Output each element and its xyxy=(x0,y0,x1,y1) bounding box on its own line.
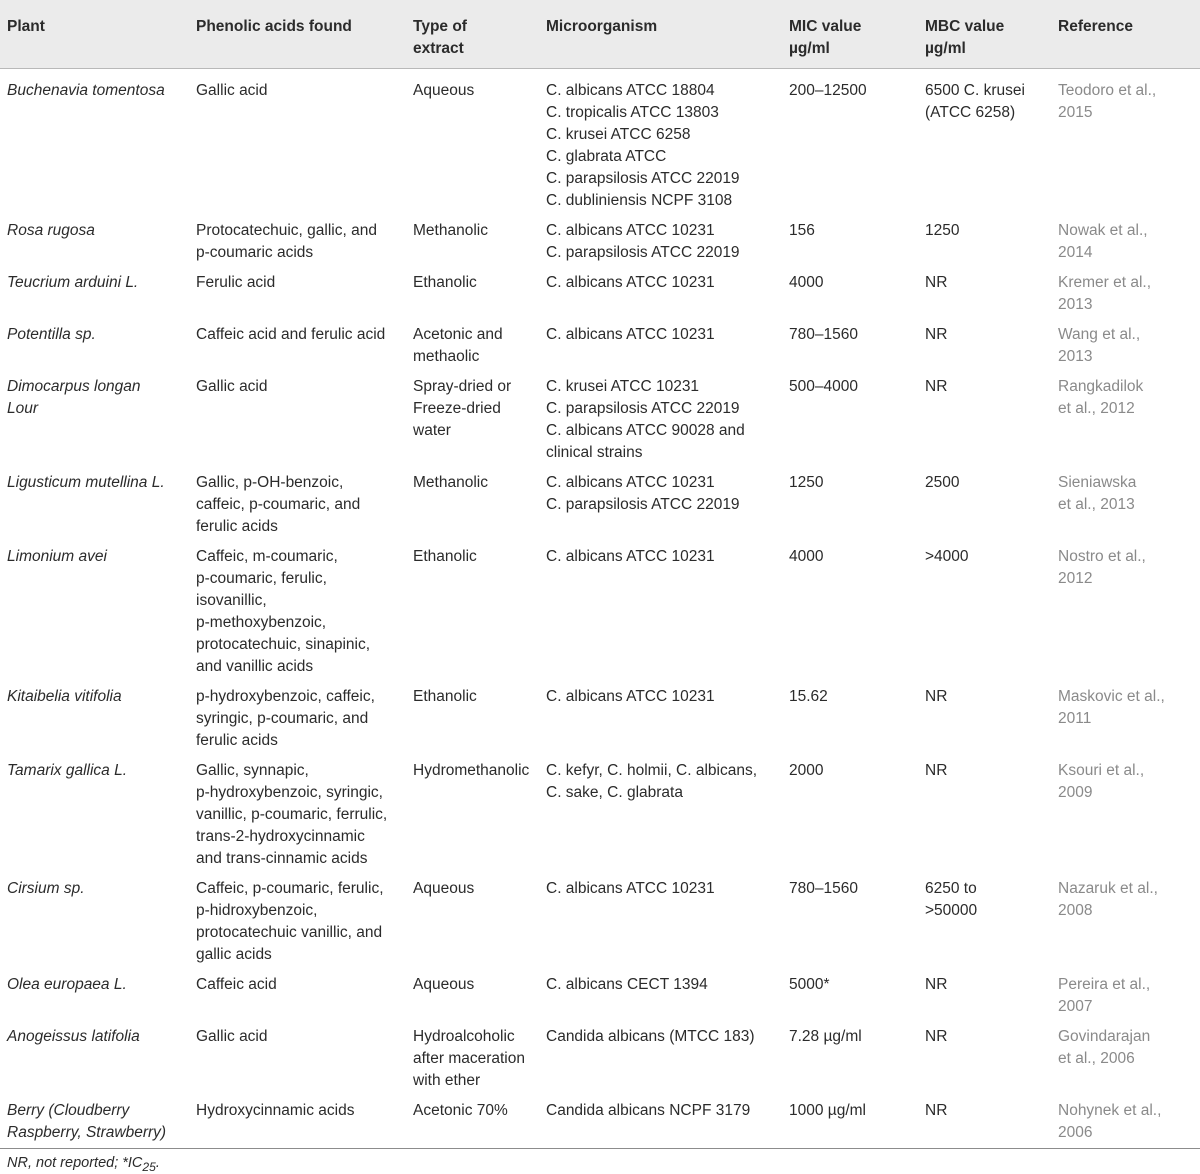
cell-phenolic xyxy=(189,1022,406,1096)
cell-mbc xyxy=(918,320,1051,372)
cell-extract xyxy=(406,682,539,756)
cell-mic xyxy=(782,69,918,217)
cell-phenolic-line: Gallic, p-OH-benzoic, xyxy=(196,474,344,491)
cell-mic xyxy=(782,468,918,542)
cell-mbc-line: (ATCC 6258) xyxy=(925,104,1016,121)
cell-reference xyxy=(1051,1022,1200,1096)
cell-mic xyxy=(782,320,918,372)
cell-phenolic-line: and trans-cinnamic acids xyxy=(196,850,368,867)
cell-reference-line: Sieniawska xyxy=(1058,474,1137,491)
cell-microorganism xyxy=(539,1096,782,1149)
cell-microorganism-line: Candida albicans NCPF 3179 xyxy=(546,1102,751,1119)
cell-microorganism-line: C. kefyr, C. holmii, C. albicans, xyxy=(546,762,758,779)
cell-phenolic-line: Protocatechuic, gallic, and xyxy=(196,222,377,239)
cell-reference-line: 2008 xyxy=(1058,902,1093,919)
cell-mic-line: 7.28 µg/ml xyxy=(789,1028,862,1045)
cell-extract xyxy=(406,216,539,268)
table-row xyxy=(0,216,1200,268)
cell-extract xyxy=(406,1096,539,1149)
cell-plant-line: Berry (Cloudberry xyxy=(7,1102,130,1119)
cell-plant xyxy=(0,1096,189,1149)
cell-phenolic xyxy=(189,320,406,372)
cell-microorganism-line: C. albicans ATCC 10231 xyxy=(546,222,715,239)
cell-mic xyxy=(782,268,918,320)
cell-plant xyxy=(0,756,189,874)
cell-plant-line: Potentilla sp. xyxy=(7,326,96,343)
table-row xyxy=(0,682,1200,756)
cell-plant-line: Tamarix gallica L. xyxy=(7,762,128,779)
cell-mic xyxy=(782,756,918,874)
cell-reference-line: Nohynek et al., xyxy=(1058,1102,1162,1119)
table-row xyxy=(0,874,1200,970)
cell-reference-line: Nostro et al., xyxy=(1058,548,1146,565)
cell-phenolic-line: Caffeic, m-coumaric, xyxy=(196,548,338,565)
cell-reference-line: Nazaruk et al., xyxy=(1058,880,1158,897)
header-phenolic: Phenolic acids found xyxy=(196,18,352,35)
cell-plant xyxy=(0,69,189,217)
cell-extract xyxy=(406,1022,539,1096)
cell-microorganism-line: C. albicans ATCC 90028 and xyxy=(546,422,745,439)
cell-extract xyxy=(406,372,539,468)
cell-reference xyxy=(1051,320,1200,372)
table-row xyxy=(0,320,1200,372)
cell-mic-line: 1000 µg/ml xyxy=(789,1102,867,1119)
cell-extract-line: Acetonic 70% xyxy=(413,1102,508,1119)
cell-plant-line: Anogeissus latifolia xyxy=(7,1028,140,1045)
cell-extract-line: water xyxy=(413,422,451,439)
cell-phenolic-line: p-coumaric, ferulic, xyxy=(196,570,327,587)
cell-microorganism-line: C. parapsilosis ATCC 22019 xyxy=(546,170,740,187)
table-row xyxy=(0,468,1200,542)
cell-mbc-line: NR xyxy=(925,762,948,779)
cell-plant xyxy=(0,372,189,468)
cell-extract-line: Hydroalcoholic xyxy=(413,1028,515,1045)
cell-phenolic-line: Gallic acid xyxy=(196,378,268,395)
cell-extract-line: Aqueous xyxy=(413,82,475,99)
cell-mbc xyxy=(918,468,1051,542)
cell-microorganism xyxy=(539,216,782,268)
cell-reference xyxy=(1051,268,1200,320)
cell-mic-line: 156 xyxy=(789,222,815,239)
cell-mic xyxy=(782,874,918,970)
cell-phenolic-line: Caffeic acid and ferulic acid xyxy=(196,326,386,343)
cell-mic-line: 780–1560 xyxy=(789,326,858,343)
cell-reference xyxy=(1051,970,1200,1022)
cell-mbc-line: NR xyxy=(925,688,948,705)
header-row xyxy=(0,0,1200,69)
cell-reference-line: 2013 xyxy=(1058,348,1093,365)
cell-phenolic xyxy=(189,756,406,874)
header-reference: Reference xyxy=(1058,18,1133,35)
cell-plant xyxy=(0,1022,189,1096)
cell-plant-line: Raspberry, Strawberry) xyxy=(7,1124,167,1141)
header-microorganism: Microorganism xyxy=(546,18,658,35)
table-row xyxy=(0,372,1200,468)
table-row xyxy=(0,1022,1200,1096)
cell-plant xyxy=(0,320,189,372)
table-row xyxy=(0,69,1200,217)
cell-extract xyxy=(406,874,539,970)
table-row xyxy=(0,1096,1200,1149)
cell-plant-line: Buchenavia tomentosa xyxy=(7,82,165,99)
table-body xyxy=(0,69,1200,1149)
cell-phenolic-line: isovanillic, xyxy=(196,592,267,609)
cell-mic-line: 200–12500 xyxy=(789,82,867,99)
cell-reference xyxy=(1051,69,1200,217)
cell-reference-line: 2011 xyxy=(1058,710,1092,727)
cell-extract-line: methaolic xyxy=(413,348,480,365)
cell-mbc-line: >50000 xyxy=(925,902,978,919)
cell-extract xyxy=(406,320,539,372)
cell-mic xyxy=(782,372,918,468)
cell-microorganism xyxy=(539,874,782,970)
cell-plant-line: Cirsium sp. xyxy=(7,880,85,897)
cell-plant-line: Olea europaea L. xyxy=(7,976,127,993)
cell-plant xyxy=(0,970,189,1022)
cell-phenolic xyxy=(189,372,406,468)
cell-mbc-line: NR xyxy=(925,274,948,291)
cell-microorganism-line: clinical strains xyxy=(546,444,643,461)
cell-microorganism-line: C. albicans ATCC 18804 xyxy=(546,82,715,99)
cell-extract-line: Spray-dried or xyxy=(413,378,512,395)
cell-phenolic-line: p-hidroxybenzoic, xyxy=(196,902,318,919)
cell-mbc-line: 2500 xyxy=(925,474,960,491)
cell-mbc-line: >4000 xyxy=(925,548,969,565)
cell-extract-line: Aqueous xyxy=(413,976,475,993)
cell-reference-line: et al., 2006 xyxy=(1058,1050,1135,1067)
cell-microorganism-line: C. tropicalis ATCC 13803 xyxy=(546,104,719,121)
cell-reference xyxy=(1051,874,1200,970)
cell-reference-line: 2012 xyxy=(1058,570,1093,587)
cell-reference-line: Govindarajan xyxy=(1058,1028,1151,1045)
cell-mbc xyxy=(918,268,1051,320)
cell-microorganism-line: C. albicans ATCC 10231 xyxy=(546,688,715,705)
cell-phenolic-line: p-hydroxybenzoic, syringic, xyxy=(196,784,383,801)
cell-reference-line: 2015 xyxy=(1058,104,1093,121)
cell-extract xyxy=(406,542,539,682)
cell-extract-line: Methanolic xyxy=(413,222,488,239)
cell-extract-line: Ethanolic xyxy=(413,548,477,565)
cell-mic xyxy=(782,1022,918,1096)
cell-extract xyxy=(406,756,539,874)
cell-microorganism-line: C. parapsilosis ATCC 22019 xyxy=(546,400,740,417)
cell-plant xyxy=(0,468,189,542)
cell-phenolic-line: p-hydroxybenzoic, caffeic, xyxy=(196,688,375,705)
cell-plant-line: Lour xyxy=(7,400,39,417)
cell-phenolic xyxy=(189,268,406,320)
cell-mic-line: 4000 xyxy=(789,548,824,565)
cell-reference-line: Rangkadilok xyxy=(1058,378,1144,395)
cell-phenolic-line: Gallic acid xyxy=(196,82,268,99)
table-row xyxy=(0,268,1200,320)
cell-reference-line: 2006 xyxy=(1058,1124,1093,1141)
cell-reference xyxy=(1051,468,1200,542)
cell-mbc xyxy=(918,682,1051,756)
cell-mbc xyxy=(918,372,1051,468)
cell-reference xyxy=(1051,542,1200,682)
cell-plant xyxy=(0,874,189,970)
cell-phenolic-line: ferulic acids xyxy=(196,518,278,535)
cell-plant xyxy=(0,542,189,682)
cell-microorganism-line: C. parapsilosis ATCC 22019 xyxy=(546,496,740,513)
cell-reference-line: Teodoro et al., xyxy=(1058,82,1157,99)
cell-extract xyxy=(406,468,539,542)
cell-microorganism xyxy=(539,372,782,468)
cell-extract-line: Methanolic xyxy=(413,474,488,491)
cell-mic-line: 1250 xyxy=(789,474,824,491)
cell-phenolic-line: Caffeic, p-coumaric, ferulic, xyxy=(196,880,384,897)
cell-extract-line: Acetonic and xyxy=(413,326,503,343)
cell-microorganism-line: C. krusei ATCC 10231 xyxy=(546,378,700,395)
cell-phenolic xyxy=(189,682,406,756)
cell-reference-line: 2013 xyxy=(1058,296,1093,313)
cell-reference xyxy=(1051,372,1200,468)
cell-reference-line: 2014 xyxy=(1058,244,1093,261)
header-mbc: MBC value µg/ml xyxy=(925,18,1005,57)
cell-reference-line: Wang et al., xyxy=(1058,326,1141,343)
cell-mic xyxy=(782,682,918,756)
header-mic: MIC value µg/ml xyxy=(789,18,862,57)
cell-extract xyxy=(406,69,539,217)
cell-microorganism-line: C. parapsilosis ATCC 22019 xyxy=(546,244,740,261)
cell-mbc xyxy=(918,756,1051,874)
cell-mic-line: 500–4000 xyxy=(789,378,858,395)
cell-microorganism xyxy=(539,468,782,542)
cell-plant xyxy=(0,682,189,756)
cell-mic-line: 780–1560 xyxy=(789,880,858,897)
cell-microorganism xyxy=(539,320,782,372)
cell-extract-line: Ethanolic xyxy=(413,688,477,705)
cell-mbc-line: NR xyxy=(925,1102,948,1119)
table-row xyxy=(0,756,1200,874)
cell-microorganism xyxy=(539,682,782,756)
cell-mic xyxy=(782,542,918,682)
cell-plant xyxy=(0,216,189,268)
cell-mic-line: 5000* xyxy=(789,976,830,993)
cell-reference-line: Maskovic et al., xyxy=(1058,688,1165,705)
cell-microorganism xyxy=(539,756,782,874)
cell-mbc xyxy=(918,970,1051,1022)
cell-mbc-line: NR xyxy=(925,378,948,395)
cell-mic xyxy=(782,216,918,268)
cell-phenolic-line: Ferulic acid xyxy=(196,274,276,291)
cell-reference xyxy=(1051,682,1200,756)
header-extract: Type of extract xyxy=(413,18,467,57)
cell-reference-line: Ksouri et al., xyxy=(1058,762,1145,779)
cell-phenolic-line: Caffeic acid xyxy=(196,976,277,993)
cell-phenolic-line: ferulic acids xyxy=(196,732,278,749)
cell-microorganism-line: C. sake, C. glabrata xyxy=(546,784,683,801)
cell-phenolic xyxy=(189,542,406,682)
cell-mbc xyxy=(918,1096,1051,1149)
cell-extract xyxy=(406,268,539,320)
cell-reference-line: Nowak et al., xyxy=(1058,222,1148,239)
cell-mbc xyxy=(918,874,1051,970)
cell-mbc xyxy=(918,69,1051,217)
cell-microorganism-line: C. albicans ATCC 10231 xyxy=(546,274,715,291)
cell-mic xyxy=(782,1096,918,1149)
cell-phenolic-line: vanillic, p-coumaric, ferrulic, xyxy=(196,806,388,823)
cell-phenolic-line: protocatechuic vanillic, and xyxy=(196,924,383,941)
cell-plant xyxy=(0,268,189,320)
cell-plant-line: Teucrium arduini L. xyxy=(7,274,139,291)
cell-plant-line: Limonium avei xyxy=(7,548,107,565)
cell-reference-line: et al., 2012 xyxy=(1058,400,1135,417)
cell-plant-line: Rosa rugosa xyxy=(7,222,95,239)
cell-phenolic xyxy=(189,468,406,542)
cell-microorganism xyxy=(539,69,782,217)
cell-extract-line: Ethanolic xyxy=(413,274,477,291)
table-footnote: NR, not reported; $*IC_{25}$. xyxy=(7,1155,160,1174)
cell-plant-line: Ligusticum mutellina L. xyxy=(7,474,165,491)
cell-extract-line: Hydromethanolic xyxy=(413,762,530,779)
cell-reference-line: 2007 xyxy=(1058,998,1093,1015)
cell-extract-line: after maceration xyxy=(413,1050,525,1067)
cell-microorganism-line: C. krusei ATCC 6258 xyxy=(546,126,691,143)
cell-mbc-line: 1250 xyxy=(925,222,960,239)
cell-phenolic-line: Gallic acid xyxy=(196,1028,268,1045)
cell-reference xyxy=(1051,756,1200,874)
cell-phenolic-line: Gallic, synnapic, xyxy=(196,762,309,779)
cell-reference-line: Pereira et al., xyxy=(1058,976,1151,993)
cell-extract-line: with ether xyxy=(413,1072,481,1089)
cell-microorganism-line: C. albicans ATCC 10231 xyxy=(546,474,715,491)
cell-phenolic-line: Hydroxycinnamic acids xyxy=(196,1102,355,1119)
cell-reference-line: 2009 xyxy=(1058,784,1093,801)
cell-mbc xyxy=(918,216,1051,268)
cell-phenolic-line: p-coumaric acids xyxy=(196,244,314,261)
cell-reference-line: Kremer et al., xyxy=(1058,274,1152,291)
cell-extract-line: Aqueous xyxy=(413,880,475,897)
cell-microorganism xyxy=(539,970,782,1022)
cell-microorganism-line: Candida albicans (MTCC 183) xyxy=(546,1028,755,1045)
cell-microorganism-line: C. albicans ATCC 10231 xyxy=(546,326,715,343)
cell-microorganism-line: C. albicans ATCC 10231 xyxy=(546,880,715,897)
cell-mbc-line: NR xyxy=(925,326,948,343)
cell-phenolic xyxy=(189,874,406,970)
cell-microorganism-line: C. dubliniensis NCPF 3108 xyxy=(546,192,733,209)
cell-phenolic xyxy=(189,1096,406,1149)
cell-reference xyxy=(1051,1096,1200,1149)
header-plant: Plant xyxy=(7,18,45,35)
cell-phenolic xyxy=(189,970,406,1022)
cell-mic-line: 2000 xyxy=(789,762,824,779)
cell-mic-line: 15.62 xyxy=(789,688,828,705)
cell-mic xyxy=(782,970,918,1022)
cell-mbc xyxy=(918,542,1051,682)
cell-phenolic-line: gallic acids xyxy=(196,946,272,963)
cell-phenolic-line: protocatechuic, sinapinic, xyxy=(196,636,371,653)
cell-phenolic xyxy=(189,216,406,268)
cell-microorganism-line: C. albicans ATCC 10231 xyxy=(546,548,715,565)
cell-reference xyxy=(1051,216,1200,268)
cell-mbc-line: 6500 C. krusei xyxy=(925,82,1025,99)
cell-mbc xyxy=(918,1022,1051,1096)
cell-phenolic-line: and vanillic acids xyxy=(196,658,314,675)
cell-phenolic xyxy=(189,69,406,217)
cell-mbc-line: NR xyxy=(925,976,948,993)
cell-reference-line: et al., 2013 xyxy=(1058,496,1135,513)
cell-mic-line: 4000 xyxy=(789,274,824,291)
cell-plant-line: Kitaibelia vitifolia xyxy=(7,688,122,705)
cell-extract xyxy=(406,970,539,1022)
cell-mbc-line: NR xyxy=(925,1028,948,1045)
table-row xyxy=(0,542,1200,682)
cell-mbc-line: 6250 to xyxy=(925,880,977,897)
cell-phenolic-line: syringic, p-coumaric, and xyxy=(196,710,369,727)
cell-phenolic-line: p-methoxybenzoic, xyxy=(196,614,327,631)
cell-phenolic-line: caffeic, p-coumaric, and xyxy=(196,496,361,513)
table-header xyxy=(0,0,1200,69)
cell-microorganism xyxy=(539,542,782,682)
table-row xyxy=(0,970,1200,1022)
cell-phenolic-line: trans-2-hydroxycinnamic xyxy=(196,828,365,845)
cell-microorganism-line: C. glabrata ATCC xyxy=(546,148,667,165)
cell-microorganism xyxy=(539,1022,782,1096)
cell-microorganism xyxy=(539,268,782,320)
cell-plant-line: Dimocarpus longan xyxy=(7,378,141,395)
cell-extract-line: Freeze-dried xyxy=(413,400,501,417)
cell-microorganism-line: C. albicans CECT 1394 xyxy=(546,976,708,993)
